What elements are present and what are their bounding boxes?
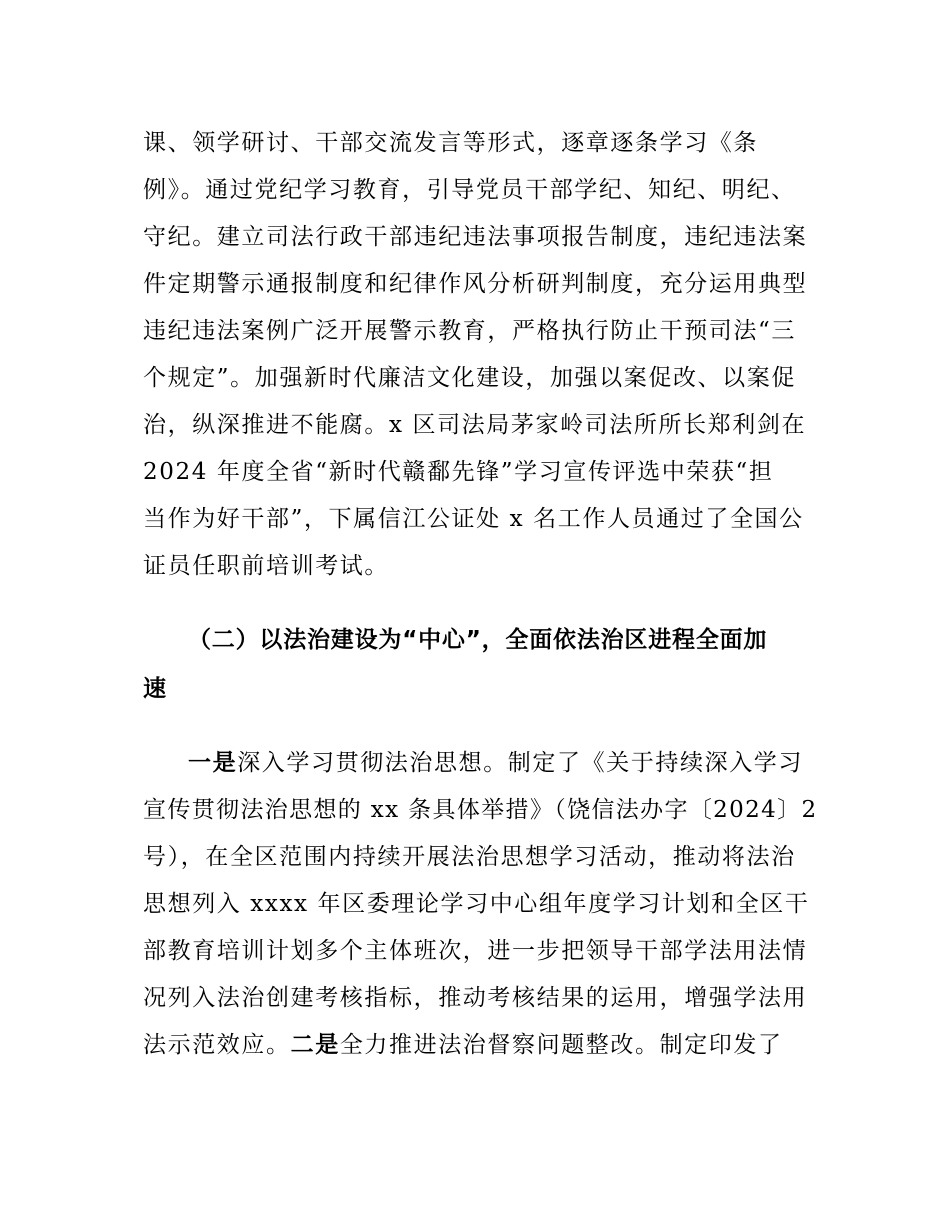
body-text-segment: 法示范效应。 (143, 1032, 291, 1058)
body-text-line: 2024 年度全省“新时代赣鄱先锋”学习宣传评选中荣获“担 (143, 459, 774, 485)
body-text-line: 例》。通过党纪学习教育，引导党员干部学纪、知纪、明纪、 (143, 177, 796, 203)
body-text-line: 证员任职前培训考试。 (143, 553, 389, 579)
body-text-line: 治，纵深推进不能腐。x 区司法局茅家岭司法所所长郑利剑在 (143, 412, 807, 438)
body-text-line: 课、领学研讨、干部交流发言等形式，逐章逐条学习《条 (143, 130, 758, 156)
ordinal-lead: 一是 (188, 750, 238, 776)
body-text-line: 宣传贯彻法治思想的 xx 条具体举措》（饶信法办字〔2024〕2 (143, 797, 818, 823)
body-text-line: 违纪违法案例广泛开展警示教育，严格执行防止干预司法“三 (143, 318, 796, 344)
body-text-segment: 全力推进法治督察问题整改。制定印发了 (339, 1032, 783, 1058)
section-heading: （二）以法治建设为“中心”，全面依法治区进程全面加 (188, 627, 768, 653)
body-text-line: 思想列入 xxxx 年区委理论学习中心组年度学习计划和全区干 (143, 891, 810, 917)
body-text-line: 守纪。建立司法行政干部违纪违法事项报告制度，违纪违法案 (143, 224, 808, 250)
paragraph-last-line (143, 1030, 823, 1060)
body-text-line: 部教育培训计划多个主体班次，进一步把领导干部学法用法情 (143, 938, 808, 964)
body-text-line: 当作为好干部”，下属信江公证处 x 名工作人员通过了全国公 (143, 506, 804, 532)
body-text-line: 个规定”。加强新时代廉洁文化建设，加强以案促改、以案促 (143, 365, 796, 391)
body-text-line: 号），在全区范围内持续开展法治思想学习活动，推动将法治 (143, 844, 796, 870)
body-text-line: 件定期警示通报制度和纪律作风分析研判制度，充分运用典型 (143, 271, 808, 297)
body-text-segment: 深入学习贯彻法治思想。制定了《关于持续深入学习 (237, 750, 804, 776)
paragraph-first-line (188, 748, 828, 778)
body-text-line: 况列入法治创建考核指标，推动考核结果的运用，增强学法用 (143, 985, 808, 1011)
section-heading-continued: 速 (143, 676, 167, 702)
ordinal-lead: 二是 (290, 1032, 340, 1058)
